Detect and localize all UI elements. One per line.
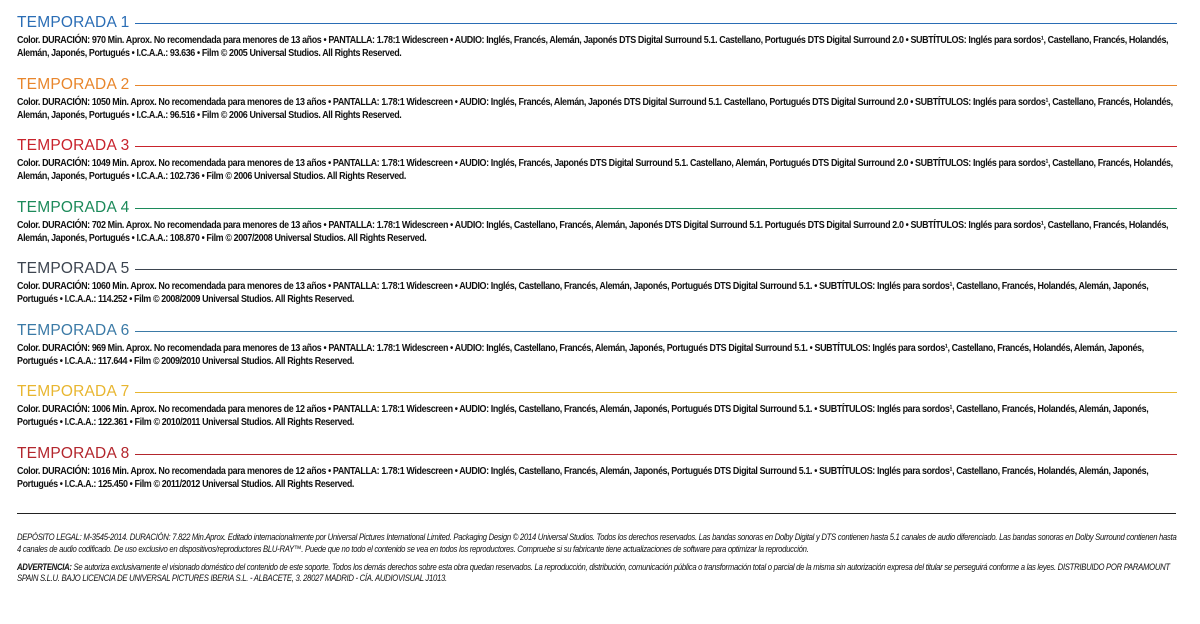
season-header [17,382,1177,402]
season-header [17,75,1177,95]
advertencia-paragraph [17,562,1177,586]
season-title: TEMPORADA 1 [17,14,130,31]
season-block-6 [17,321,1177,383]
season-list [17,13,1177,505]
season-specs: Color. DURACIÓN: 1016 Min. Aprox. No recomendada para menores de 12 años • PANTALLA: 1.78:1 Widescreen • AUDIO: Inglés, Castellano, Francés, Alemán, Japonés, Portugués DTS Digital Surround 5.1. • SUBTÍTULOS: Inglés para sordos¹, Castellano, Francés, Holandés, Alemán, Japonés, Portugués • I.C.A.A.: 125.450 • Film © 2011/2012 Universal Studios. All Rights Reserved. [17,465,1149,490]
season-specs: Color. DURACIÓN: 970 Min. Aprox. No recomendada para menores de 13 años • PANTALLA: 1.78:1 Widescreen • AUDIO: Inglés, Francés, Alemán, Japonés DTS Digital Surround 5.1. Castellano, Portugués DTS Digital Surround 2.0 • SUBTÍTULOS: Inglés para sordos¹, Castellano, Francés, Holandés, Alemán, Japonés, Portugués • I.C.A.A.: 93.636 • Film © 2005 Universal Studios. All Rights Reserved. [17,35,1169,59]
season-title: TEMPORADA 5 [17,260,130,277]
season-block-3 [17,136,1177,198]
season-header [17,198,1177,218]
season-header [17,321,1177,341]
legal-divider [17,513,1176,514]
season-title: TEMPORADA 2 [17,75,130,93]
deposito-legal-text: DEPÓSITO LEGAL: M-3545-2014. DURACIÓN: 7.822 Min.Aprox. Editado internacionalmente por Universal Pictures International Limited. Packaging Design © 2014 Universal Studios. Todos los derechos reservados. Las bandas sonoras en Dolby Digital y DTS contienen hasta 5.1 canales de audio diferenciado. Las bandas sonoras en Dolby Surround contienen hasta 4 canales de audio codificado. De uso exclusivo en dispositivos/reproductores BLU-RAY™. Puede que no todo el contenido se vea en todos los reproductores. Compruebe si su fabricante tiene actualizaciones de software para optimizar la reproducción. [17,532,1177,554]
season-header [17,136,1177,156]
legal-notice [17,532,1177,585]
advertencia-label: ADVERTENCIA: [17,561,72,572]
season-header [17,259,1177,279]
season-block-7 [17,382,1177,444]
season-rule [135,146,1177,147]
season-block-5 [17,259,1177,321]
season-block-2 [17,75,1177,137]
season-specs: Color. DURACIÓN: 1060 Min. Aprox. No recomendada para menores de 13 años • PANTALLA: 1.78:1 Widescreen • AUDIO: Inglés, Castellano, Francés, Alemán, Japonés, Portugués DTS Digital Surround 5.1. • SUBTÍTULOS: Inglés para sordos¹, Castellano, Francés, Holandés, Alemán, Japonés, Portugués • I.C.A.A.: 114.252 • Film © 2008/2009 Universal Studios. All Rights Reserved. [17,281,1149,305]
season-rule [135,454,1177,455]
season-rule [135,208,1177,209]
season-specs: Color. DURACIÓN: 702 Min. Aprox. No recomendada para menores de 13 años • PANTALLA: 1.78:1 Widescreen • AUDIO: Inglés, Castellano, Francés, Alemán, Japonés DTS Digital Surround 5.1. Portugués DTS Digital Surround 2.0 • SUBTÍTULOS: Inglés para sordos¹, Castellano, Francés, Holandés, Alemán, Japonés, Portugués • I.C.A.A.: 108.870 • Film © 2007/2008 Universal Studios. All Rights Reserved. [17,219,1169,244]
season-rule [135,269,1177,270]
season-specs: Color. DURACIÓN: 1049 Min. Aprox. No recomendada para menores de 13 años • PANTALLA: 1.78:1 Widescreen • AUDIO: Inglés, Francés, Japonés DTS Digital Surround 5.1. Castellano, Alemán, Portugués DTS Digital Surround 2.0 • SUBTÍTULOS: Inglés para sordos¹, Castellano, Francés, Holandés, Alemán, Japonés, Portugués • I.C.A.A.: 102.736 • Film © 2006 Universal Studios. All Rights Reserved. [17,158,1173,182]
season-rule [135,23,1177,24]
season-rule [135,85,1177,86]
season-specs: Color. DURACIÓN: 1050 Min. Aprox. No recomendada para menores de 13 años • PANTALLA: 1.78:1 Widescreen • AUDIO: Inglés, Francés, Alemán, Japonés DTS Digital Surround 5.1. Castellano, Portugués DTS Digital Surround 2.0 • SUBTÍTULOS: Inglés para sordos¹, Castellano, Francés, Holandés, Alemán, Japonés, Portugués • I.C.A.A.: 96.516 • Film © 2006 Universal Studios. All Rights Reserved. [17,96,1173,121]
season-title: TEMPORADA 3 [17,137,130,154]
season-title: TEMPORADA 7 [17,383,130,400]
season-block-8 [17,444,1177,506]
season-block-4 [17,198,1177,260]
season-title: TEMPORADA 6 [17,321,130,339]
season-rule [135,392,1177,393]
season-specs: Color. DURACIÓN: 969 Min. Aprox. No recomendada para menores de 13 años • PANTALLA: 1.78:1 Widescreen • AUDIO: Inglés, Castellano, Francés, Alemán, Japonés, Portugués DTS Digital Surround 5.1. • SUBTÍTULOS: Inglés para sordos¹, Castellano, Francés, Holandés, Alemán, Japonés, Portugués • I.C.A.A.: 117.644 • Film © 2009/2010 Universal Studios. All Rights Reserved. [17,342,1144,367]
advertencia-text: Se autoriza exclusivamente el visionado doméstico del contenido de este soporte. Todos los demás derechos sobre esta obra quedan reservados. La reproducción, distribución, comunicación pública o transformación total o parcial de la misma sin autorización expresa del titular se perseguirá conforme a las leyes. DISTRIBUIDO POR PARAMOUNT SPAIN S.L.U. BAJO LICENCIA DE UNIVERSAL PICTURES IBERIA S.L. - ALBACETE, 3. 28027 MADRID - CÍA. AUDIOVISUAL J1013. [17,561,1170,584]
season-title: TEMPORADA 4 [17,198,130,216]
season-title: TEMPORADA 8 [17,444,130,462]
season-rule [135,331,1177,332]
season-header [17,13,1177,33]
season-header [17,444,1177,464]
season-specs: Color. DURACIÓN: 1006 Min. Aprox. No recomendada para menores de 12 años • PANTALLA: 1.78:1 Widescreen • AUDIO: Inglés, Castellano, Francés, Alemán, Japonés, Portugués DTS Digital Surround 5.1. • SUBTÍTULOS: Inglés para sordos¹, Castellano, Francés, Holandés, Alemán, Japonés, Portugués • I.C.A.A.: 122.361 • Film © 2010/2011 Universal Studios. All Rights Reserved. [17,404,1149,428]
season-block-1 [17,13,1177,75]
